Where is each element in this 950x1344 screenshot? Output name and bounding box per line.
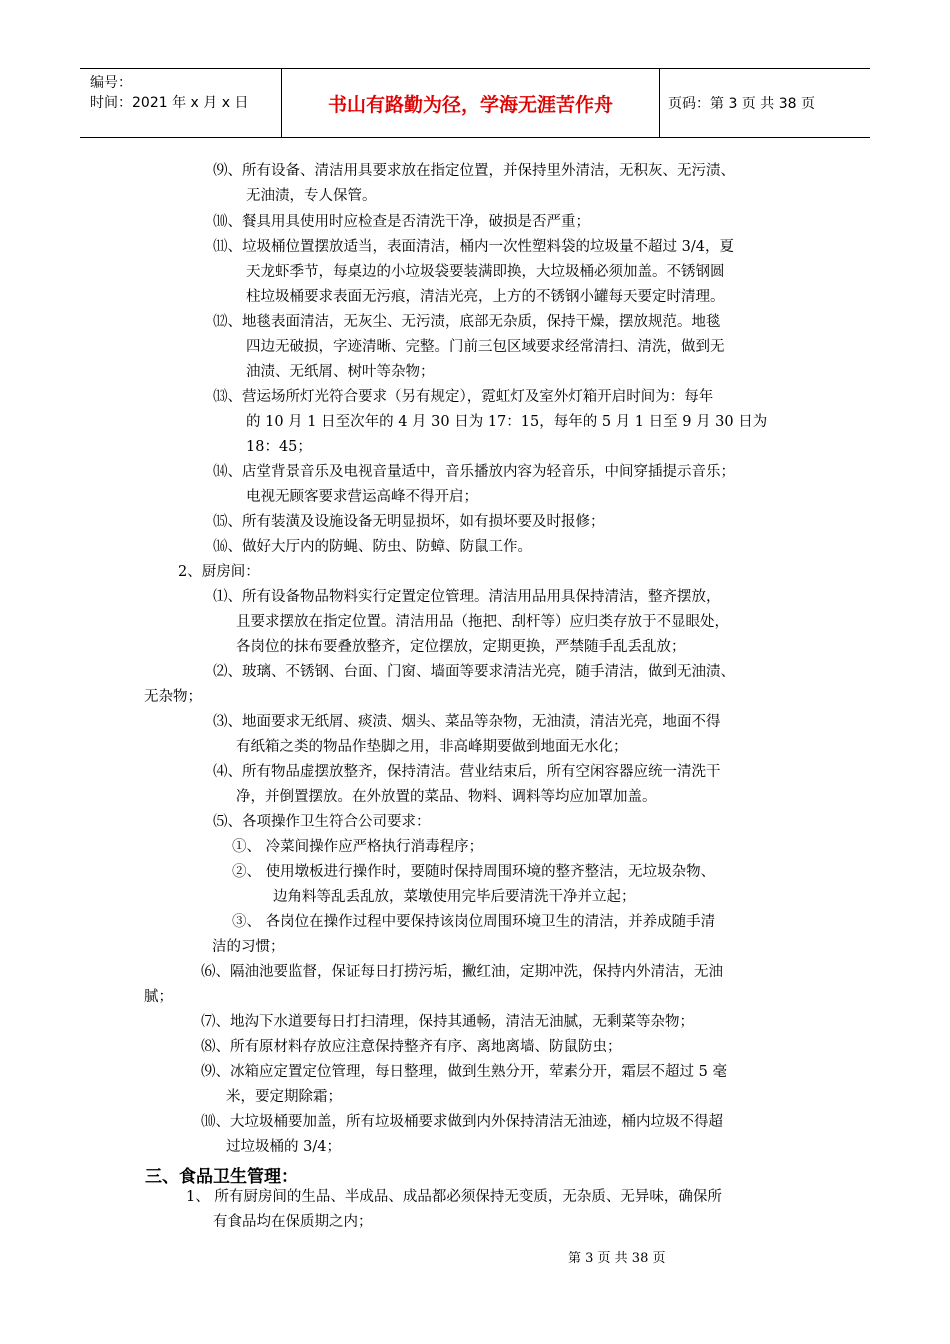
body-line: ⒃、做好大厅内的防蝇、防虫、防蟑、防鼠工作。 (213, 539, 532, 555)
body-line: ⑼、所有设备、清洁用具要求放在指定位置，并保持里外清洁，无积灰、无污渍、 (213, 163, 735, 179)
body-line: 电视无顾客要求营运高峰不得开启； (246, 489, 478, 505)
body-line: ⒂、所有装潢及设施设备无明显损坏，如有损坏要及时报修； (213, 514, 605, 530)
body-line: ⑾、垃圾桶位置摆放适当，表面清洁，桶内一次性塑料袋的垃圾量不超过 3/4，夏 (213, 239, 734, 255)
body-line: 且要求摆放在指定位置。清洁用品（拖把、刮杆等）应归类存放于不显眼处， (236, 614, 729, 630)
body-line: ⑺、地沟下水道要每日打扫清理，保持其通畅，清洁无油腻，无剩菜等杂物； (201, 1014, 694, 1030)
section-heading: 三、食品卫生管理： (145, 1167, 298, 1187)
body-line: 1、 所有厨房间的生品、半成品、成品都必须保持无变质，无杂质、无异味，确保所 (186, 1189, 722, 1205)
body-line: ⑶、地面要求无纸屑、痰渍、烟头、菜品等杂物，无油渍，清洁光亮，地面不得 (213, 714, 721, 730)
body-line: 无杂物； (144, 689, 202, 705)
header-page-info: 页码：第 3 页 共 38 页 (668, 96, 815, 112)
body-line: 无油渍，专人保管。 (246, 188, 377, 204)
body-line: 边角料等乱丢乱放，菜墩使用完毕后要清洗干净并立起； (273, 889, 636, 905)
body-line: ⑼、冰箱应定置定位管理，每日整理，做到生熟分开，荤素分开，霜层不超过 5 毫 (201, 1064, 727, 1080)
body-line: ⒁、店堂背景音乐及电视音量适中，音乐播放内容为轻音乐，中间穿插提示音乐； (213, 464, 735, 480)
body-line: ⒀、营运场所灯光符合要求（另有规定），霓虹灯及室外灯箱开启时间为：每年 (213, 389, 714, 405)
body-line: 米，要定期除霜； (226, 1089, 342, 1105)
document-date: 时间：2021 年 x 月 x 日 (90, 95, 249, 111)
body-line: 的 10 月 1 日至次年的 4 月 30 日为 17：15，每年的 5 月 1 日至 9 月 30 日为 (246, 414, 768, 430)
header-meta (80, 69, 282, 137)
body-line: 天龙虾季节，每桌边的小垃圾袋要装满即换，大垃圾桶必须加盖。不锈钢圆 (246, 264, 725, 280)
body-line: 净，并倒置摆放。在外放置的菜品、物料、调料等均应加罩加盖。 (236, 789, 657, 805)
body-line: ⑵、玻璃、不锈钢、台面、门窗、墙面等要求清洁光亮，随手清洁，做到无油渍、 (213, 664, 735, 680)
body-line: ⑸、各项操作卫生符合公司要求： (213, 814, 431, 830)
body-line: ⑻、所有原材料存放应注意保持整齐有序、离地离墙、防鼠防虫； (201, 1039, 622, 1055)
body-line: ②、 使用墩板进行操作时，要随时保持周围环境的整齐整洁，无垃圾杂物、 (232, 864, 716, 880)
page-footer: 第 3 页 共 38 页 (568, 1251, 666, 1266)
body-line: 洁的习惯； (212, 939, 285, 955)
body-line: ③、 各岗位在操作过程中要保持该岗位周围环境卫生的清洁，并养成随手清 (232, 914, 716, 930)
page-header (80, 68, 870, 138)
body-line: ⑽、餐具用具使用时应检查是否清洗干净，破损是否严重； (213, 214, 590, 230)
body-line: 柱垃圾桶要求表面无污痕，清洁光亮，上方的不锈钢小罐每天要定时清理。 (246, 289, 725, 305)
body-line: 有食品均在保质期之内； (213, 1214, 373, 1230)
header-motto: 书山有路勤为径，学海无涯苦作舟 (282, 69, 660, 137)
body-line: 四边无破损，字迹清晰、完整。门前三包区域要求经常清扫、清洗，做到无 (246, 339, 725, 355)
body-line: 有纸箱之类的物品作垫脚之用，非高峰期要做到地面无水化； (236, 739, 628, 755)
body-line: 腻； (144, 989, 173, 1005)
body-line: 各岗位的抹布要叠放整齐，定位摆放，定期更换，严禁随手乱丢乱放； (236, 639, 686, 655)
body-line: ⑴、所有设备物品物料实行定置定位管理。清洁用品用具保持清洁，整齐摆放， (213, 589, 721, 605)
body-line: ⑹、隔油池要监督，保证每日打捞污垢，撇红油，定期冲洗，保持内外清洁，无油 (201, 964, 723, 980)
document-number: 编号： (90, 75, 132, 91)
subsection-heading: 2、厨房间： (178, 564, 260, 580)
body-line: 油渍、无纸屑、树叶等杂物； (246, 364, 435, 380)
body-line: ⑽、大垃圾桶要加盖，所有垃圾桶要求做到内外保持清洁无油迹，桶内垃圾不得超 (201, 1114, 723, 1130)
body-line: ①、 冷菜间操作应严格执行消毒程序； (232, 839, 484, 855)
body-line: ⑷、所有物品虚摆放整齐，保持清洁。营业结束后，所有空闲容器应统一清洗干 (213, 764, 721, 780)
body-line: ⑿、地毯表面清洁，无灰尘、无污渍，底部无杂质，保持干燥，摆放规范。地毯 (213, 314, 721, 330)
body-line: 18：45； (246, 439, 312, 455)
body-line: 过垃圾桶的 3/4； (226, 1139, 341, 1155)
